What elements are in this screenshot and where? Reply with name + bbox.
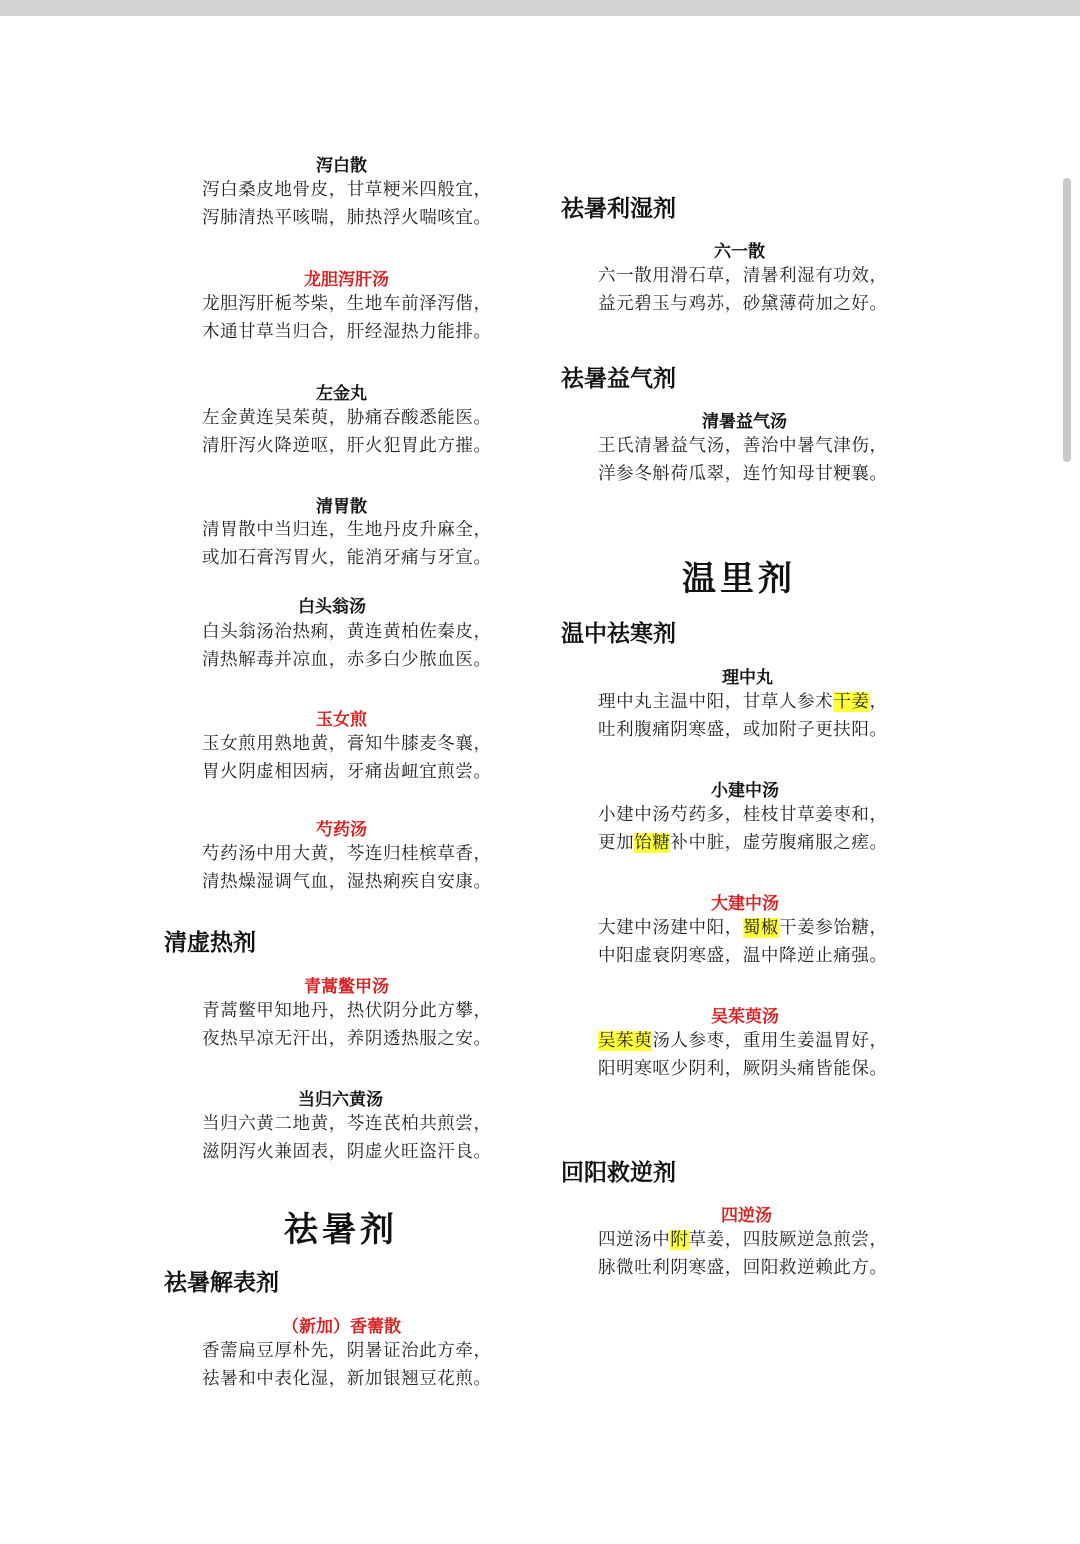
formula-verse — [202, 1337, 492, 1393]
verse-line — [598, 829, 888, 857]
formula-verse — [598, 432, 888, 488]
formula-verse — [202, 516, 492, 572]
top-bar — [0, 0, 1080, 16]
formula-verse — [202, 176, 492, 232]
verse-line: 阳明寒呕少阴利，厥阴头痛皆能保。 — [598, 1059, 888, 1079]
formula-verse — [598, 262, 888, 318]
verse-line: 中阳虚衰阴寒盛，温中降逆止痛强。 — [598, 946, 888, 966]
formula-verse — [202, 840, 492, 896]
verse-line — [598, 914, 888, 942]
verse-text: 干姜参饴糖， — [779, 918, 888, 938]
verse-line: 清胃散中当归连，生地丹皮升麻全， — [202, 520, 492, 540]
formula-title: 左金丸 — [316, 384, 367, 404]
formula-title: （新加）香薷散 — [282, 1317, 401, 1337]
formula-verse — [598, 801, 888, 857]
formula-title: 白头翁汤 — [298, 597, 366, 617]
formula-title: 当归六黄汤 — [298, 1090, 383, 1110]
category-heading: 温里剂 — [682, 559, 796, 599]
highlight-text: 饴糖 — [634, 833, 671, 853]
verse-line: 滋阴泻火兼固表，阴虚火旺盗汗良。 — [202, 1142, 492, 1162]
formula-verse — [202, 290, 492, 346]
verse-line: 夜热早凉无汗出，养阴透热服之安。 — [202, 1029, 492, 1049]
verse-line: 六一散用滑石草，清暑利湿有功效， — [598, 266, 888, 286]
highlight-text: 吴茱萸 — [598, 1031, 653, 1051]
verse-text: 大建中汤建中阳， — [598, 918, 743, 938]
subcategory-heading: 祛暑解表剂 — [164, 1270, 279, 1296]
formula-title: 玉女煎 — [316, 710, 367, 730]
formula-title: 青蒿鳖甲汤 — [304, 977, 389, 997]
subcategory-heading: 回阳救逆剂 — [561, 1160, 676, 1186]
verse-line: 清肝泻火降逆呕，肝火犯胃此方摧。 — [202, 436, 492, 456]
formula-verse — [598, 688, 888, 744]
verse-line — [598, 1027, 888, 1055]
formula-verse — [202, 618, 492, 674]
highlight-text: 蜀椒 — [742, 918, 780, 938]
highlight-text: 干姜 — [833, 692, 870, 712]
verse-line: 泻肺清热平咳喘，肺热浮火喘咳宜。 — [202, 208, 492, 228]
verse-line: 玉女煎用熟地黄，膏知牛膝麦冬襄， — [202, 734, 492, 754]
formula-title: 泻白散 — [316, 156, 367, 176]
verse-line: 青蒿鳖甲知地丹，热伏阴分此方攀， — [202, 1001, 492, 1021]
subcategory-heading: 祛暑益气剂 — [561, 366, 676, 392]
verse-text: 四逆汤中 — [598, 1230, 671, 1250]
verse-line: 清热燥湿调气血，湿热痢疾自安康。 — [202, 872, 492, 892]
verse-text: 理中丸主温中阳，甘草人参术 — [598, 692, 834, 712]
formula-verse — [202, 1110, 492, 1166]
formula-title: 芍药汤 — [316, 820, 367, 840]
verse-line: 益元碧玉与鸡苏，砂黛薄荷加之好。 — [598, 294, 888, 314]
formula-verse — [202, 997, 492, 1053]
verse-text: 草姜，四肢厥逆急煎尝， — [688, 1230, 888, 1250]
formula-title: 大建中汤 — [711, 894, 779, 914]
verse-line: 香薷扁豆厚朴先，阴暑证治此方牵， — [202, 1341, 492, 1361]
subcategory-heading: 清虚热剂 — [164, 930, 256, 956]
formula-title: 龙胆泻肝汤 — [304, 270, 389, 290]
subcategory-heading: 祛暑利湿剂 — [561, 196, 676, 222]
verse-text: 汤人参枣，重用生姜温胃好， — [652, 1031, 888, 1051]
formula-verse — [598, 1226, 888, 1282]
formula-verse — [598, 1027, 888, 1083]
verse-line: 小建中汤芍药多，桂枝甘草姜枣和， — [598, 805, 888, 825]
formula-title: 清暑益气汤 — [702, 412, 787, 432]
category-heading: 祛暑剂 — [284, 1210, 398, 1250]
scrollbar[interactable] — [1063, 178, 1071, 462]
verse-line: 白头翁汤治热痢，黄连黄柏佐秦皮， — [202, 622, 492, 642]
verse-line: 或加石膏泻胃火，能消牙痛与牙宣。 — [202, 548, 492, 568]
verse-line: 王氏清暑益气汤，善治中暑气津伤， — [598, 436, 888, 456]
verse-line: 当归六黄二地黄，芩连芪柏共煎尝， — [202, 1114, 492, 1134]
verse-text: 补中脏，虚劳腹痛服之瘥。 — [670, 833, 888, 853]
formula-title: 小建中汤 — [711, 781, 779, 801]
formula-verse — [202, 730, 492, 786]
formula-title: 清胃散 — [316, 497, 367, 517]
verse-line: 龙胆泻肝栀芩柴，生地车前泽泻偕， — [202, 294, 492, 314]
formula-title: 理中丸 — [722, 668, 773, 688]
verse-line: 芍药汤中用大黄，芩连归桂槟草香， — [202, 844, 492, 864]
subcategory-heading: 温中祛寒剂 — [561, 621, 676, 647]
verse-line: 左金黄连吴茱萸，胁痛吞酸悉能医。 — [202, 408, 492, 428]
verse-text: ， — [869, 692, 888, 712]
formula-title: 四逆汤 — [721, 1206, 772, 1226]
verse-line: 清热解毒并凉血，赤多白少脓血医。 — [202, 650, 492, 670]
verse-line: 洋参冬斛荷瓜翠，连竹知母甘粳襄。 — [598, 464, 888, 484]
verse-text: 更加 — [598, 833, 635, 853]
verse-line: 胃火阴虚相因病，牙痛齿衄宜煎尝。 — [202, 762, 492, 782]
verse-line: 祛暑和中表化湿，新加银翘豆花煎。 — [202, 1369, 492, 1389]
formula-verse — [598, 914, 888, 970]
verse-line — [598, 688, 888, 716]
formula-title: 六一散 — [714, 242, 765, 262]
verse-line: 吐利腹痛阴寒盛，或加附子更扶阳。 — [598, 720, 888, 740]
highlight-text: 附 — [670, 1230, 689, 1250]
verse-line: 脉微吐利阴寒盛，回阳救逆赖此方。 — [598, 1258, 888, 1278]
formula-verse — [202, 404, 492, 460]
formula-title: 吴茱萸汤 — [711, 1007, 779, 1027]
verse-line — [598, 1226, 888, 1254]
verse-line: 泻白桑皮地骨皮，甘草粳米四般宜， — [202, 180, 492, 200]
verse-line: 木通甘草当归合，肝经湿热力能排。 — [202, 322, 492, 342]
